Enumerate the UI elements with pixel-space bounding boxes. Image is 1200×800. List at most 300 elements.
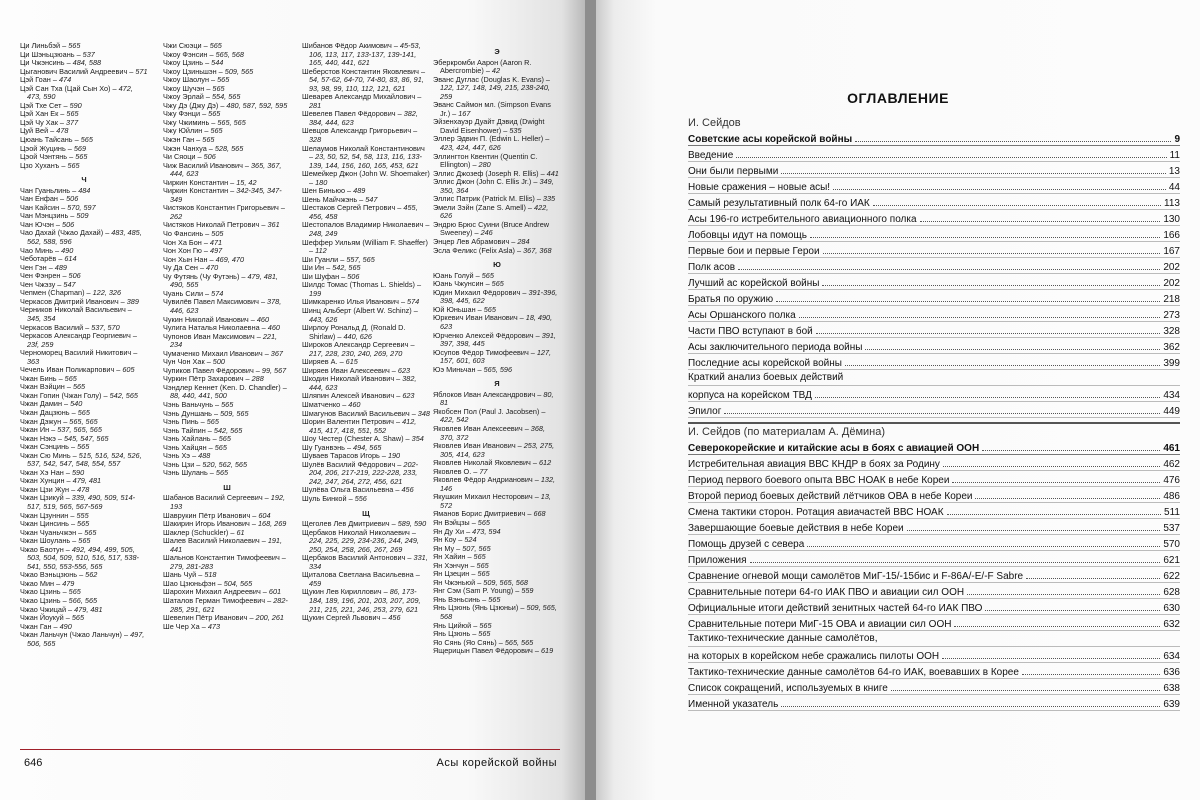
toc-entry-page: 434 (1163, 390, 1180, 401)
toc-title: ОГЛАВЛЕНИЕ (847, 90, 949, 106)
toc-entry-page: 130 (1163, 214, 1180, 225)
index-entry-name: Цэй Хан Ек – (20, 109, 67, 119)
toc-entry-title: Сравнительные потери МиГ-15 ОВА и авиации сил ООН (688, 619, 952, 630)
index-entry-name: Шляпин Алексей Иванович – (302, 391, 403, 401)
index-entry-name: Цэой Жуцинь – (20, 143, 74, 153)
index-entry-name: Юань Чжунсин – (433, 279, 492, 289)
index-entry-name: Шеварев Александр Михайлович – (302, 92, 422, 102)
toc-entry[interactable] (688, 615, 1180, 631)
index-entry-pages: 559 (521, 586, 534, 596)
toc-entry-title: Введение (688, 150, 734, 161)
toc-entry-title-line: Тактико-технические данные самолётов, (688, 631, 1180, 647)
index-entry-pages: 504, 565 (223, 578, 253, 588)
index-entry-pages: 528, 565 (214, 143, 244, 153)
index-entry-name: Чечель Иван Поликарпович – (20, 365, 123, 375)
toc-entry[interactable] (688, 663, 1180, 679)
index-entry-name: Чеботарёв – (20, 254, 65, 264)
index-entry-pages: 507, 565 (462, 543, 491, 553)
index-entry-pages: 377 (66, 117, 79, 127)
index-entry (302, 170, 430, 187)
index-entry-pages: 612 (538, 458, 552, 468)
index-entry-name: Шань Чуй – (163, 570, 205, 580)
index-entry-pages: 348 (417, 408, 430, 418)
index-entry-name: Чжи Сюэци – (163, 41, 210, 50)
index-entry (20, 452, 148, 469)
index-entry-pages: 540 (70, 399, 83, 409)
index-entry-pages: 15, 42 (236, 177, 257, 187)
toc-entry[interactable] (688, 194, 1180, 210)
index-entry-name: Чжоу Цзиньшэн – (163, 66, 225, 76)
toc-entry[interactable] (688, 455, 1180, 471)
index-entry-pages: 367, 368 (523, 245, 552, 255)
toc-entry-title: Помощь друзей с севера (688, 539, 805, 550)
index-entry-name: Эллис Джон (John C. Ellis Jr.) – (433, 177, 540, 187)
index-entry-pages: 515, 516, 524, 526, 537, 542, 547, 548, 554, 557 (27, 450, 142, 469)
toc-dot-leader (1026, 578, 1160, 579)
toc-entry[interactable] (688, 258, 1180, 274)
index-entry-pages: 479, 481, 490, 565 (170, 271, 278, 290)
index-entry-pages: 574 (407, 297, 420, 307)
toc-entry-title: Советские асы корейской войны (688, 134, 853, 145)
toc-dot-leader (975, 498, 1160, 499)
index-entry-name: Чжу Юйлин – (163, 126, 211, 136)
index-entry (433, 366, 561, 375)
toc-entry-page: 202 (1163, 262, 1180, 273)
toc-entry[interactable] (688, 551, 1180, 567)
toc-entry[interactable] (688, 567, 1180, 583)
index-entry-pages: 122, 326 (92, 288, 122, 298)
index-entry-name: Ян Чжэньюй – (433, 577, 484, 587)
index-entry-pages: 506 (203, 152, 216, 162)
index-entry-name: Чжан Ланьчун (Чжао Ланьчун) – (20, 630, 131, 640)
toc-dot-leader (724, 413, 1160, 414)
index-entry-name: Чо Фансинь – (163, 229, 212, 239)
index-entry-name: Черкасов Дмитрий Иванович – (20, 296, 127, 306)
toc-entry[interactable] (688, 599, 1180, 615)
toc-entry-page: 476 (1163, 475, 1180, 486)
index-entry-pages: 469, 470 (215, 254, 245, 264)
toc-entry[interactable] (688, 354, 1180, 370)
toc-entry-page: 462 (1163, 459, 1180, 470)
index-entry-name: Чэнь Тайпин – (163, 425, 214, 435)
index-entry-name: Эберкромби Аарон (Aaron R. Abercrombie) – (433, 57, 532, 76)
toc-entry-title: Сравнение огневой мощи самолётов МиГ-15/-15бис и F-86A/-E/-F Sabre (688, 571, 1024, 582)
index-entry-name: Шалев Василий Николаевич – (163, 536, 268, 546)
index-entry-pages: 368, 370, 372 (440, 423, 545, 442)
index-entry (433, 247, 561, 256)
index-entry-pages: 565 (71, 613, 85, 623)
toc-entry[interactable] (688, 178, 1180, 194)
index-entry (163, 273, 291, 290)
index-entry (433, 153, 561, 170)
toc-section-heading[interactable] (688, 439, 1180, 455)
index-entry-pages: 473 (207, 621, 221, 631)
index-entry (433, 493, 561, 510)
index-entry-pages: 506 (66, 194, 79, 204)
index-entry (433, 391, 561, 408)
index-entry-name: Черников Николай Васильевич – (20, 305, 132, 315)
index-entry-name: Янь Вэньсинь – (433, 594, 489, 604)
index-entry-pages: 489 (353, 186, 366, 196)
index-entry-name: Шеберстов Константин Яковлевич – (302, 66, 426, 76)
toc-entry-title: Истребительная авиация ВВС КНДР в боях за Родину (688, 459, 940, 470)
index-entry-name: Ян Цзецин – (433, 569, 478, 579)
toc-entry[interactable] (688, 306, 1180, 322)
toc-entry-page: 167 (1163, 246, 1180, 257)
index-entry-name: Янь Цзюнь – (433, 629, 479, 639)
index-entry-name: Чжан Цзи Жун – (20, 484, 78, 494)
index-entry-name: Шестопалов Владимир Николаевич – (302, 220, 430, 230)
index-entry-name: Якушкин Михаил Несторович – (433, 492, 541, 502)
index-entry-name: Шестаков Сергей Петрович – (302, 203, 404, 213)
toc-entry-title: Сравнительные потери 64-го ИАК ПВО и авиации сил ООН (688, 587, 965, 598)
toc-entry-title: Асы 196-го истребительного авиационного полка (688, 214, 917, 225)
toc-entry-title: Лучший ас корейской войны (688, 278, 820, 289)
index-entry-name: Шу Гуанвэнь – (302, 442, 354, 452)
toc-entry-title: Именной указатель (688, 699, 779, 710)
index-entry-pages: 80, 81 (440, 389, 554, 408)
index-entry (20, 332, 148, 349)
index-entry-pages: 440, 626 (343, 331, 372, 341)
index-entry (433, 604, 561, 621)
index-entry-pages: 537, 565, 565 (57, 425, 102, 435)
index-entry-pages: 191, 441 (170, 536, 283, 554)
toc-dot-leader (985, 610, 1160, 611)
index-entry-name: Чжан Вэйцин – (20, 382, 73, 392)
toc-entry-page: 13 (1168, 166, 1180, 177)
index-entry-name: Чжу Дэ (Джу Дэ) – (163, 100, 227, 110)
index-entry-pages: 423, 424, 447, 626 (440, 143, 501, 153)
toc-entry[interactable] (688, 146, 1180, 162)
index-entry-name: Чжоу Эрлай – (163, 92, 212, 102)
index-entry-name: Чи Сяоци – (163, 152, 204, 162)
toc-entry[interactable] (688, 583, 1180, 599)
index-entry-pages: 565 (215, 468, 229, 478)
toc-entry-page: 537 (1163, 523, 1180, 534)
toc-dot-leader (855, 141, 1171, 142)
index-letter-heading: Щ (362, 508, 370, 518)
index-entry-pages: 565 (66, 109, 79, 119)
toc-entry-page: 632 (1163, 619, 1180, 630)
toc-entry[interactable] (688, 402, 1180, 418)
index-entry-name: Чжан Нэкэ – (20, 433, 64, 443)
index-entry-name: Чжан Шоулань – (20, 536, 79, 546)
index-entry-name: Ши Гуанли – (302, 254, 347, 264)
index-entry-pages: 456 (388, 613, 401, 623)
index-entry-pages: 460 (348, 399, 361, 409)
index-entry-pages: 422, 626 (440, 202, 549, 221)
index-entry (302, 418, 430, 435)
toc-entry[interactable] (688, 322, 1180, 338)
index-letter-heading: Я (494, 379, 500, 389)
toc-section-heading[interactable] (688, 130, 1180, 146)
index-entry-name: Чжао Цзинь – (20, 596, 69, 605)
toc-entry[interactable] (688, 535, 1180, 551)
toc-entry-title: Завершающие боевые действия в небе Кореи (688, 523, 904, 534)
index-letter-heading: Ю (493, 260, 501, 270)
page-number: 646 (24, 757, 43, 769)
toc-entry[interactable] (688, 487, 1180, 503)
toc-entry-title: Северокорейские и китайские асы в боях с авиацией ООН (688, 443, 980, 454)
index-entry-name: Шибанов Фёдор Акимович – (302, 41, 400, 50)
index-entry-name: Чжао Баотун – (20, 544, 72, 554)
index-entry-name: Чуань Сили – (163, 288, 212, 298)
index-entry (163, 162, 291, 179)
index-entry-name: Чулига Наталья Николаевна – (163, 323, 268, 333)
index-entry-name: Чэнь Хайцян – (163, 442, 215, 452)
toc-entry[interactable] (688, 679, 1180, 695)
index-entry (163, 554, 291, 571)
index-entry-pages: 565 (488, 594, 501, 604)
toc-entry[interactable] (688, 471, 1180, 487)
index-entry (433, 135, 561, 152)
index-entry-pages: 422, 542 (440, 415, 469, 425)
index-entry-pages: 478 (77, 484, 90, 494)
index-entry-pages: 112 (315, 246, 327, 256)
index-entry-name: Шеффер Уильям (William F. Shaeffer) – (302, 237, 428, 256)
toc-dot-leader (822, 285, 1160, 286)
toc-dot-leader (781, 173, 1166, 174)
index-entry (433, 332, 561, 349)
index-entry (163, 623, 291, 632)
index-entry-pages: 282-285, 291, 621 (170, 596, 288, 614)
index-entry (163, 187, 291, 204)
index-entry-pages: 378, 446, 623 (170, 297, 282, 315)
index-entry-pages: 554, 565 (211, 92, 241, 102)
index-entry-name: Эмели Зэйн (Zane S. Amell) – (433, 202, 535, 212)
index-entry-name: Чжэн Чанхуа – (163, 143, 215, 153)
index-entry-pages: 389 (126, 296, 139, 306)
index-entry-pages: 506 (347, 271, 360, 281)
index-entry-pages: 221, 234 (170, 331, 278, 350)
index-entry-name: Шаврукин Пётр Иванович – (163, 510, 259, 520)
index-entry-name: Ци Чжэнсинь – (20, 58, 73, 68)
index-entry-name: Чон Ха Бон – (163, 237, 210, 247)
index-entry-name: Ян Ду Хи – (433, 526, 473, 536)
index-entry-pages: 331, 334 (309, 553, 428, 571)
index-entry (302, 375, 430, 392)
index-entry-pages: 542, 565 (332, 263, 361, 273)
toc-dot-leader (943, 466, 1160, 467)
index-entry-name: Шевелин Пётр Иванович – (163, 613, 256, 623)
index-entry-pages: 280 (478, 160, 491, 170)
index-entry (433, 647, 561, 656)
index-entry (20, 546, 148, 572)
index-entry-name: Яо Сянь (Яо Сянь) – (433, 637, 505, 647)
index-entry-pages: 565 (209, 41, 222, 50)
index-entry-name: Ширлоу Рональд Д. (Ronald D. Shirlaw) – (302, 323, 406, 341)
index-entry-name: Чупонов Иван Максимович – (163, 331, 263, 341)
index-entry (20, 306, 148, 323)
index-entry-name: Чиркин Константин – (163, 177, 237, 187)
index-entry-pages: 479 (62, 578, 75, 588)
index-entry-name: Черкасов Василий – (20, 322, 92, 332)
index-entry-pages: 224, 225, 229, 234-236, 244, 249, 250, 254, 258, 266, 267, 269 (309, 536, 419, 554)
index-entry-pages: 565 (481, 270, 494, 280)
toc-entry-title: Асы заключительного периода войны (688, 342, 863, 353)
index-entry-name: Чжан Ин – (20, 425, 58, 435)
index-entry-pages: 614 (64, 254, 77, 264)
toc-entry[interactable] (688, 226, 1180, 242)
index-entry-pages: 262 (170, 211, 183, 221)
index-entry-name: Шулёва Ольга Васильевна – (302, 485, 402, 495)
index-entry-name: Юсупов Фёдор Тимофеевич – (433, 347, 537, 357)
index-entry (302, 324, 430, 341)
index-entry-pages: 484 (78, 185, 91, 195)
index-entry-pages: 565, 565 (504, 637, 534, 647)
index-entry (302, 307, 430, 324)
toc-entry-title: Последние асы корейской войны (688, 358, 842, 369)
toc-entry-page: 218 (1163, 294, 1180, 305)
index-entry-name: Шальнов Константин Тимофеевич – (163, 553, 286, 563)
toc-entry[interactable] (688, 242, 1180, 258)
index-entry-name: Чжан Сю Минь – (20, 450, 79, 460)
index-entry-name: Чиж Василий Иванович – (163, 160, 251, 170)
index-entry (433, 178, 561, 195)
toc-entry-title: Самый результативный полк 64-го ИАК (688, 198, 870, 209)
index-entry-name: Ше Чер Ха – (163, 621, 208, 631)
index-entry-name: Чжан Бинь – (20, 373, 65, 383)
index-entry (302, 554, 430, 571)
index-entry-name: Эйзенхауэр Дуайт Дэвид (Dwight David Eisenhower) – (433, 117, 545, 135)
toc-dot-leader (873, 205, 1161, 206)
toc-entry-page: 511 (1164, 507, 1180, 518)
index-entry-name: Шоу Честер (Chester A. Shaw) – (302, 434, 412, 444)
index-entry-pages: 167 (458, 108, 471, 118)
index-entry-pages: 281 (309, 100, 322, 110)
toc-entry[interactable] (688, 290, 1180, 306)
index-entry-pages: 524 (464, 535, 477, 545)
index-entry-pages: 391, 397, 398, 445 (440, 330, 556, 349)
index-entry-name: Цэой Чэнтянь – (20, 152, 76, 162)
toc-section-author: И. Сейдов (688, 117, 741, 129)
index-entry-pages: 460 (256, 314, 270, 324)
index-entry-name: Шмагунов Василий Васильевич – (302, 408, 418, 418)
toc-dot-leader (776, 301, 1160, 302)
index-entry-pages: 42 (491, 66, 501, 76)
index-entry (302, 239, 430, 256)
index-entry-name: Янь Цзюнь (Янь Цзюньи) – (433, 603, 527, 613)
index-entry-pages: 345, 354 (27, 313, 56, 323)
index-entry-name: Эндрю Брюс Суини (Bruce Andrew Sweeney) – (433, 219, 550, 238)
index-entry-pages: 23f, 259 (27, 339, 54, 349)
index-entry-name: Яковлев Фёдор Андрианович – (433, 475, 541, 485)
toc-entry-page: 113 (1164, 198, 1180, 209)
index-entry (433, 118, 561, 135)
index-entry-pages: 363 (27, 356, 40, 366)
toc-entry-title: Полк асов (688, 262, 736, 273)
index-entry (302, 341, 430, 358)
index-entry-name: Шарохин Михаил Андреевич – (163, 587, 269, 597)
toc-dot-leader (807, 546, 1160, 547)
index-entry-pages: 479, 481 (72, 476, 102, 486)
index-entry-name: Цэй Тхе Сет – (20, 100, 70, 110)
toc-entry[interactable] (688, 162, 1180, 178)
index-entry-pages: 537 (82, 49, 95, 59)
index-entry-name: Эллингтон Квентин (Quentin C. Ellington) – (433, 151, 538, 170)
toc-dot-leader (920, 221, 1161, 222)
toc-dot-leader (781, 706, 1160, 707)
index-entry-name: Ши Ин – (302, 263, 333, 273)
index-entry-name: Энцер Лев Абрамович – (433, 237, 518, 247)
index-entry-pages: 565 (214, 442, 227, 452)
index-entry-name: Шуваев Тарасов Игорь – (302, 451, 388, 461)
index-entry-pages: 565 (68, 41, 81, 50)
index-entry-name: Яковлев Иван Иванович – (433, 441, 524, 451)
index-entry-pages: 349, 350, 364 (440, 177, 554, 195)
index-entry-pages: 509 (76, 211, 89, 221)
toc-entry[interactable] (688, 386, 1180, 402)
toc-entry[interactable] (688, 519, 1180, 535)
index-entry-pages: 565 (477, 569, 490, 579)
toc-entry-page: 362 (1163, 342, 1180, 353)
toc-entry-page: 622 (1163, 571, 1180, 582)
index-entry-pages: 557, 565 (346, 254, 375, 264)
index-entry-name: Чэндлер Кеннет (Ken. D. Chandler) – (163, 382, 287, 392)
index-entry-pages: 494, 565 (353, 442, 382, 452)
index-entry-name: Чун Чон Хак – (163, 357, 213, 367)
index-entry-pages: 565 (478, 629, 491, 639)
index-entry-pages: 565 (84, 527, 97, 537)
index-entry-name: Шао Цзюньфэн – (163, 578, 224, 588)
toc-entry-title: Они были первыми (688, 166, 779, 177)
toc-entry-title-line: Краткий анализ боевых действий (688, 370, 1180, 386)
index-entry-pages: 339, 490, 509, 514-517, 519, 565, 567-569 (27, 493, 136, 511)
toc-entry[interactable] (688, 274, 1180, 290)
toc-entry[interactable] (688, 210, 1180, 226)
index-entry-name: Чэнь Шулань – (163, 468, 216, 478)
index-entry (433, 59, 561, 76)
index-entry-pages: 23, 50, 52, 54, 58, 113, 116, 133-139, 144, 156, 160, 165, 453, 621 (309, 152, 422, 170)
index-entry-pages: 472, 473, 590 (27, 83, 133, 102)
running-title: Асы корейской войны (436, 757, 557, 769)
index-entry-pages: 565 (206, 417, 219, 427)
toc-entry[interactable] (688, 503, 1180, 519)
toc-entry-title: Тактико-технические данные самолётов 64-го ИАК, воевавших в Корее (688, 667, 1019, 678)
toc-entry[interactable] (688, 695, 1180, 711)
toc-dot-leader (750, 562, 1161, 563)
index-entry-pages: 565 (208, 109, 221, 119)
index-entry-pages: 483, 485, 562, 588, 596 (27, 228, 142, 247)
index-entry-name: Черноморец Василий Никитович – (20, 348, 138, 358)
toc-entry[interactable] (688, 338, 1180, 354)
index-entry-name: Чжан Дацзюнь – (20, 407, 78, 417)
toc-entry[interactable] (688, 647, 1180, 663)
index-entry-pages: 168, 269 (257, 519, 287, 529)
index-entry-name: Чен Гэн – (20, 262, 55, 272)
index-entry-pages: 547 (63, 279, 76, 289)
index-entry-pages: 565 (218, 434, 231, 444)
index-entry-name: Ян Коу – (433, 535, 465, 545)
toc-entry-page: 449 (1163, 406, 1180, 417)
index-entry-pages: 284 (517, 237, 530, 247)
index-entry (20, 494, 148, 511)
index-entry-pages: 367 (270, 348, 283, 358)
toc-dot-leader (865, 349, 1160, 350)
toc-entry-title: Смена тактики сторон. Ротация авиачастей ВВС НОАК (688, 507, 944, 518)
toc-entry-page: 570 (1163, 539, 1180, 550)
index-letter-heading: Ч (81, 175, 87, 185)
toc-dot-leader (738, 269, 1160, 270)
index-entry-name: Юркевич Иван Иванович – (433, 313, 526, 323)
index-entry-pages: 506 (62, 219, 75, 229)
index-entry-name: Янг Сэм (Sam P. Young) – (433, 586, 522, 596)
index-entry-pages: 54, 57-62, 64-70, 74-80, 83, 86, 91, 93, 98, 99, 110, 112, 121, 621 (309, 75, 424, 93)
index-entry-pages: 565 (77, 407, 90, 417)
index-entry-pages: 490 (61, 245, 74, 255)
index-entry (302, 145, 430, 171)
index-entry-pages: 601 (268, 587, 282, 597)
